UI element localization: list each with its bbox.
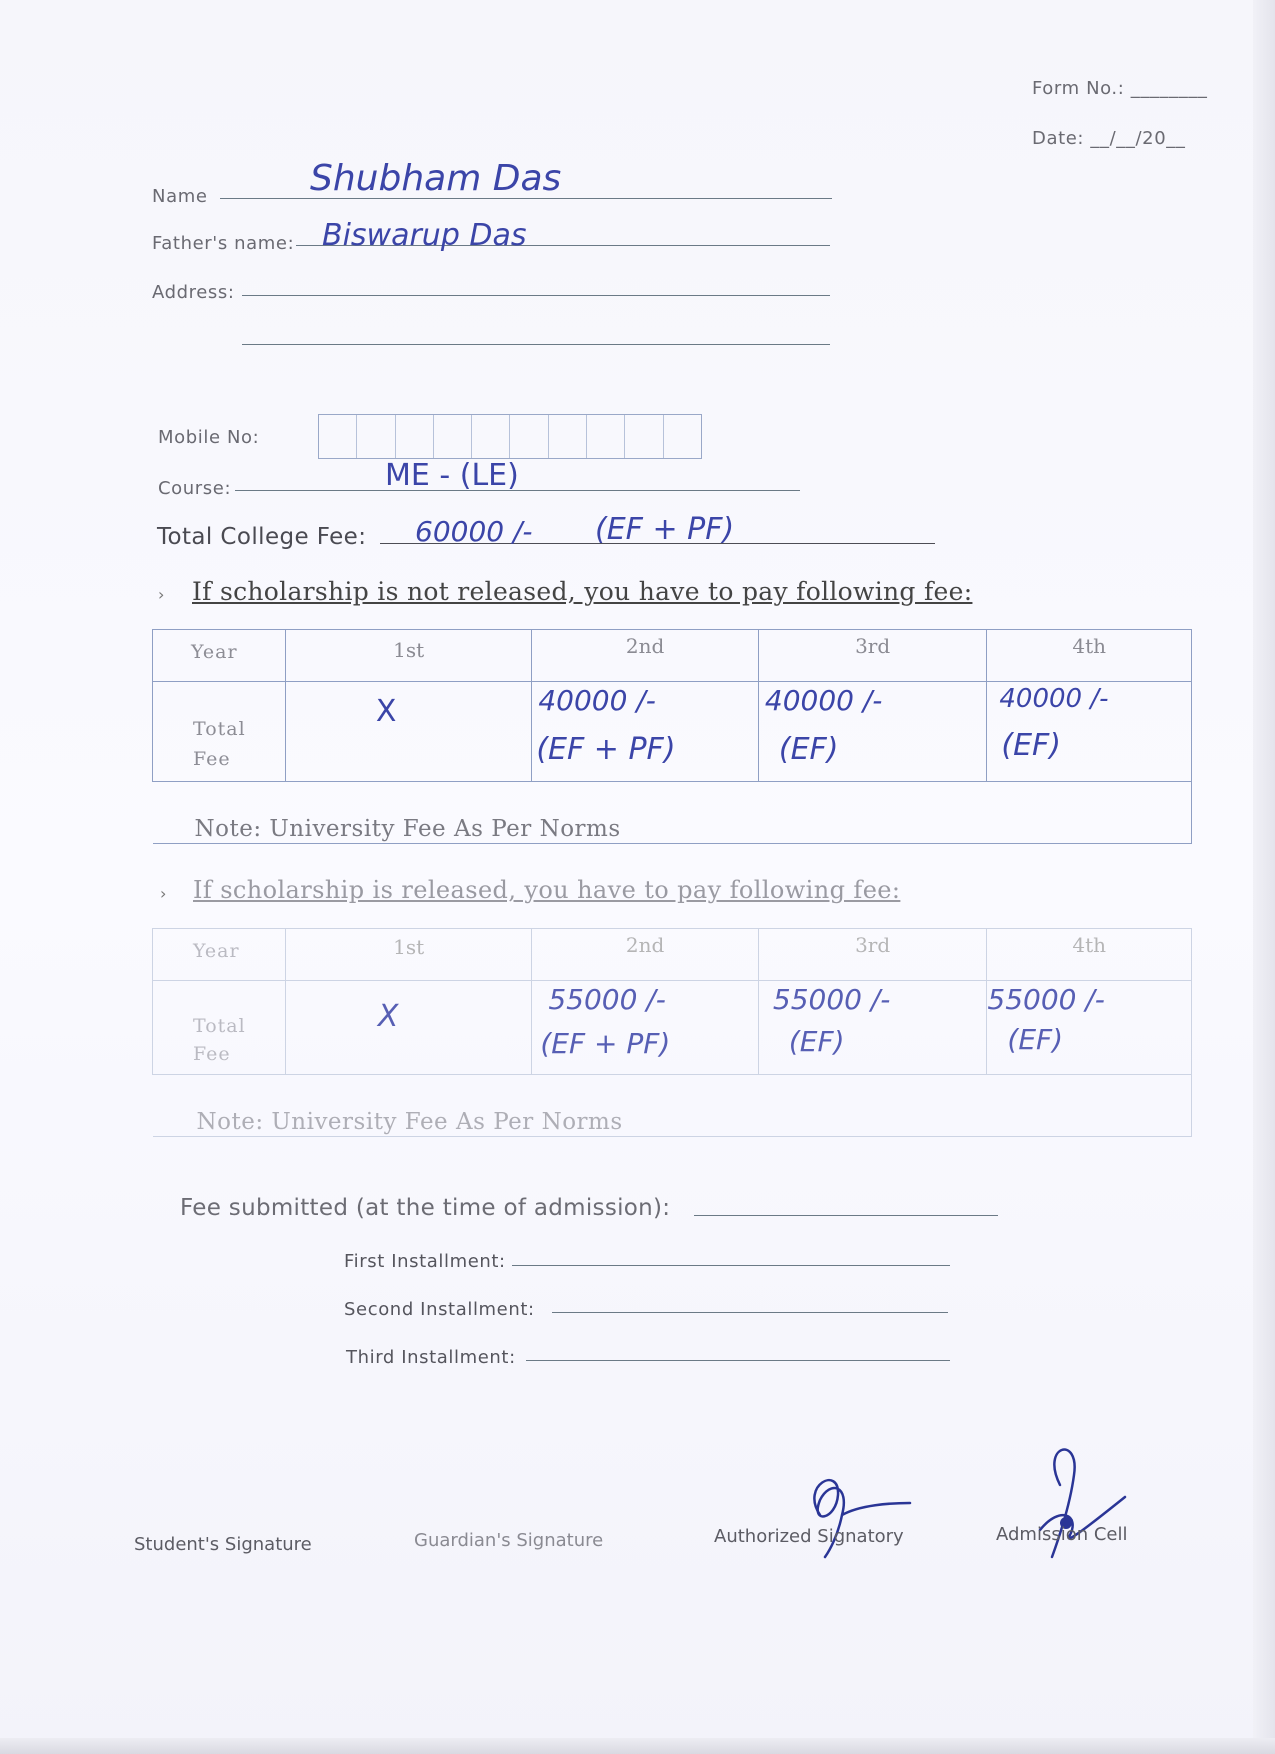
- student-signature-caption: Student's Signature: [134, 1534, 312, 1555]
- total-fee-type: (EF + PF): [595, 512, 735, 547]
- course-value: ME - (LE): [385, 458, 519, 493]
- year-1-label: 1st: [393, 935, 425, 959]
- year-2-label: 2nd: [625, 933, 665, 957]
- year-2-fee: 55000 /-: [548, 983, 666, 1016]
- year-4-header: [987, 630, 1192, 682]
- note-row: [153, 782, 1192, 844]
- year-2-header: [532, 630, 759, 682]
- year-2-fee-type: (EF + PF): [540, 1027, 671, 1060]
- mobile-label: Mobile No:: [158, 427, 260, 448]
- university-fee-note: Note: University Fee As Per Norms: [196, 1109, 623, 1135]
- name-label: Name: [152, 186, 208, 207]
- mobile-digit-boxes: [318, 414, 702, 459]
- fee-submitted-label: Fee submitted (at the time of admission):: [180, 1195, 671, 1221]
- year-1-fee-cell: [285, 981, 531, 1075]
- year-3-header: [758, 630, 987, 682]
- first-installment-line: [512, 1265, 950, 1266]
- fee-submitted-line: [694, 1215, 998, 1216]
- year-2-fee: 40000 /-: [538, 684, 656, 717]
- year-3-label: 3rd: [855, 634, 891, 658]
- address-line-2: [242, 344, 830, 345]
- year-4-fee-cell: [987, 682, 1192, 782]
- fee-row-label: Fee: [193, 748, 231, 770]
- year-3-fee: 40000 /-: [764, 684, 883, 717]
- year-4-header: [987, 929, 1192, 981]
- total-row-label: Total: [193, 1015, 246, 1037]
- year-2-fee-cell: [532, 682, 759, 782]
- year-1-fee: X: [375, 694, 397, 729]
- year-2-header: [532, 929, 759, 981]
- year-4-label: 4th: [1072, 933, 1107, 957]
- name-value: Shubham Das: [310, 158, 562, 199]
- year-label: Year: [193, 940, 240, 962]
- year-3-fee-type: (EF): [788, 1025, 845, 1058]
- year-2-fee-cell: [532, 981, 759, 1075]
- university-fee-note: Note: University Fee As Per Norms: [194, 816, 621, 842]
- year-1-header: [285, 630, 531, 682]
- year-1-fee: X: [377, 999, 399, 1034]
- year-2-label: 2nd: [625, 634, 665, 658]
- year-1-label: 1st: [393, 638, 425, 662]
- second-installment-line: [552, 1312, 948, 1313]
- date-label: Date: __/__/20__: [1032, 128, 1186, 149]
- year-4-fee-type: (EF): [1007, 1023, 1064, 1056]
- guardian-signature-caption: Guardian's Signature: [414, 1530, 604, 1551]
- scan-edge-right: [1253, 0, 1275, 1754]
- year-2-fee-type: (EF + PF): [536, 732, 676, 767]
- fee-table-not-released: [152, 629, 1192, 844]
- year-3-fee-cell: [758, 981, 987, 1075]
- second-installment-label: Second Installment:: [344, 1299, 535, 1320]
- year-4-fee-cell: [987, 981, 1192, 1075]
- year-1-fee-cell: [285, 682, 531, 782]
- total-fee-label: Total College Fee:: [157, 524, 367, 550]
- third-installment-label: Third Installment:: [346, 1347, 516, 1368]
- father-name-value: Biswarup Das: [322, 218, 527, 253]
- admission-cell-caption: Admission Cell: [996, 1524, 1128, 1545]
- section-not-released-heading: If scholarship is not released, you have to pay following fee:: [192, 577, 973, 606]
- address-line-1: [242, 295, 830, 296]
- bullet-mark: ›: [158, 585, 165, 604]
- address-label: Address:: [152, 282, 235, 303]
- year-header-cell: [153, 630, 286, 682]
- note-row: [153, 1075, 1192, 1137]
- authorized-signatory-caption: Authorized Signatory: [714, 1526, 904, 1547]
- total-fee-row-label-cell: [153, 981, 286, 1075]
- third-installment-line: [526, 1360, 950, 1361]
- scan-edge-bottom: [0, 1738, 1275, 1754]
- year-4-label: 4th: [1072, 634, 1107, 658]
- year-3-fee: 55000 /-: [772, 983, 891, 1016]
- section-released-heading: If scholarship is released, you have to pay following fee:: [193, 876, 901, 904]
- total-fee-value: 60000 /-: [415, 515, 533, 548]
- year-1-header: [285, 929, 531, 981]
- bullet-mark: ›: [160, 884, 167, 903]
- year-3-header: [758, 929, 987, 981]
- year-4-fee: 55000 /-: [987, 983, 1105, 1016]
- year-3-fee-type: (EF): [778, 732, 839, 767]
- fee-table-released: [152, 928, 1192, 1137]
- form-number-label: Form No.: ________: [1032, 78, 1208, 99]
- father-name-label: Father's name:: [152, 233, 295, 254]
- year-4-fee-type: (EF): [1001, 728, 1062, 763]
- year-label: Year: [191, 641, 238, 663]
- year-3-fee-cell: [758, 682, 987, 782]
- year-3-label: 3rd: [855, 933, 891, 957]
- total-row-label: Total: [193, 718, 246, 740]
- first-installment-label: First Installment:: [344, 1251, 506, 1272]
- year-header-cell: [153, 929, 286, 981]
- year-4-fee: 40000 /-: [999, 684, 1109, 714]
- total-fee-row-label-cell: [153, 682, 286, 782]
- course-label: Course:: [158, 478, 232, 499]
- fee-row-label: Fee: [193, 1043, 231, 1065]
